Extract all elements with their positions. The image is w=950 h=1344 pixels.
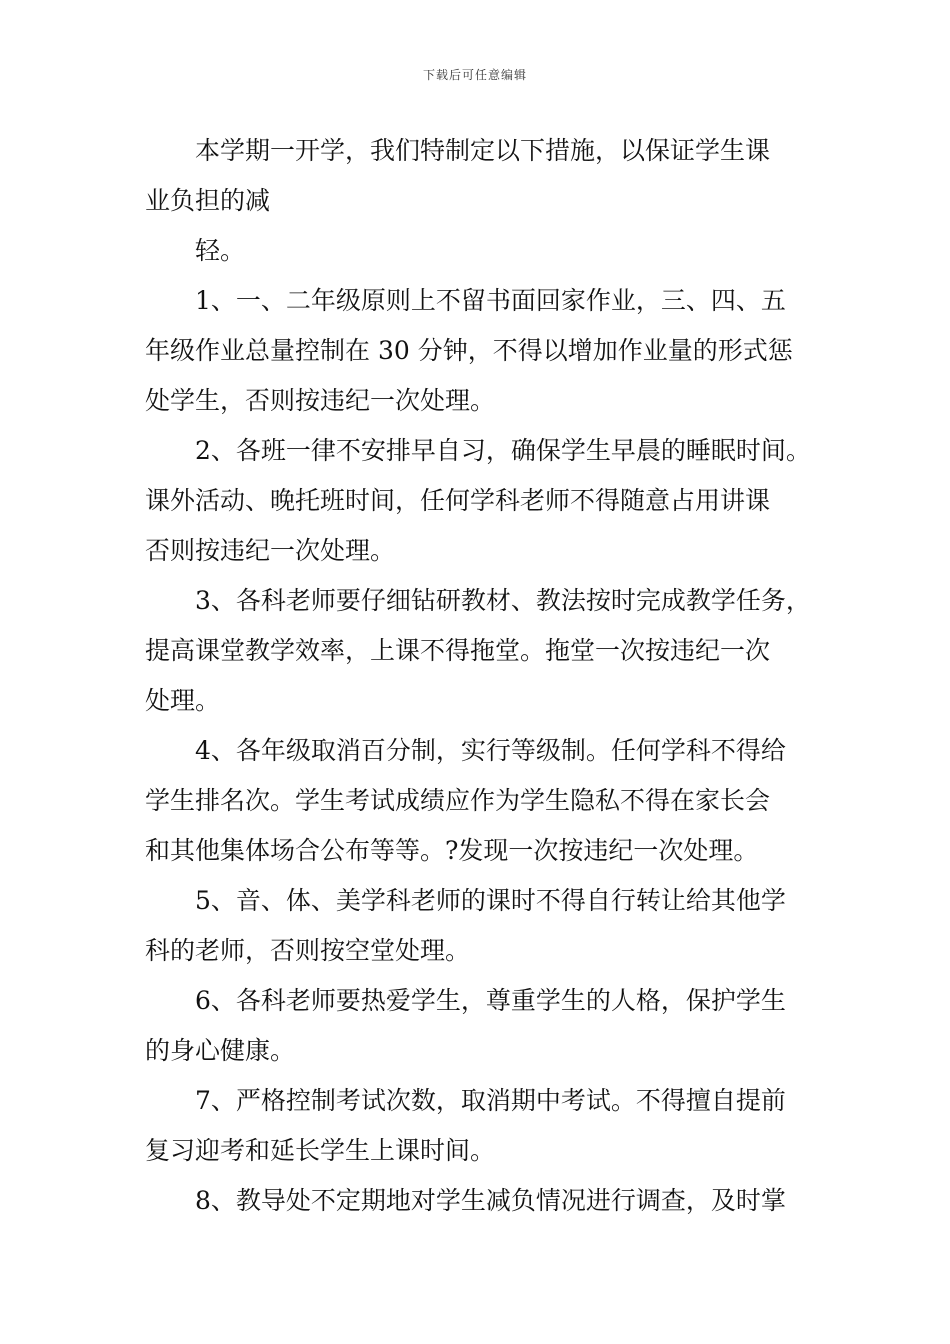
paragraph-intro-line-3: 轻。 — [195, 236, 246, 265]
item-1-line-3: 处学生，否则按违纪一次处理。 — [145, 386, 496, 415]
item-1-line-1: 1、一、二年级原则上不留书面回家作业，三、四、五 — [195, 286, 786, 315]
item-1-line-2: 年级作业总量控制在 30 分钟，不得以增加作业量的形式惩 — [145, 336, 793, 365]
item-5-line-1: 5、音、体、美学科老师的课时不得自行转让给其他学 — [195, 886, 786, 915]
header-note: 下载后可任意编辑 — [422, 68, 527, 82]
item-2-line-1: 2、各班一律不安排早自习，确保学生早晨的睡眠时间。 — [195, 436, 811, 465]
item-4-line-3: 和其他集体场合公布等等。?发现一次按违纪一次处理。 — [145, 836, 759, 865]
item-4-line-1: 4、各年级取消百分制，实行等级制。任何学科不得给 — [195, 736, 786, 765]
item-2-line-3: 否则按违纪一次处理。 — [145, 536, 396, 565]
document-body — [145, 126, 810, 1226]
item-2-line-2: 课外活动、晚托班时间，任何学科老师不得随意占用讲课 — [145, 486, 771, 515]
item-7-line-1: 7、严格控制考试次数，取消期中考试。不得擅自提前 — [195, 1086, 786, 1115]
item-6-line-2: 的身心健康。 — [145, 1036, 296, 1065]
paragraph-intro-line-1: 本学期一开学，我们特制定以下措施，以保证学生课 — [195, 136, 771, 165]
paragraph-intro-line-2: 业负担的减 — [145, 186, 271, 215]
item-5-line-2: 科的老师，否则按空堂处理。 — [145, 936, 471, 965]
item-3-line-2: 提高课堂教学效率，上课不得拖堂。拖堂一次按违纪一次 — [145, 636, 771, 665]
item-7-line-2: 复习迎考和延长学生上课时间。 — [145, 1136, 496, 1165]
item-3-line-3: 处理。 — [145, 686, 221, 715]
item-4-line-2: 学生排名次。学生考试成绩应作为学生隐私不得在家长会 — [145, 786, 771, 815]
item-8-line-1: 8、教导处不定期地对学生减负情况进行调查，及时掌 — [195, 1186, 786, 1215]
item-3-line-1: 3、各科老师要仔细钻研教材、教法按时完成教学任务， — [195, 586, 811, 615]
item-6-line-1: 6、各科老师要热爱学生，尊重学生的人格，保护学生 — [195, 986, 786, 1015]
